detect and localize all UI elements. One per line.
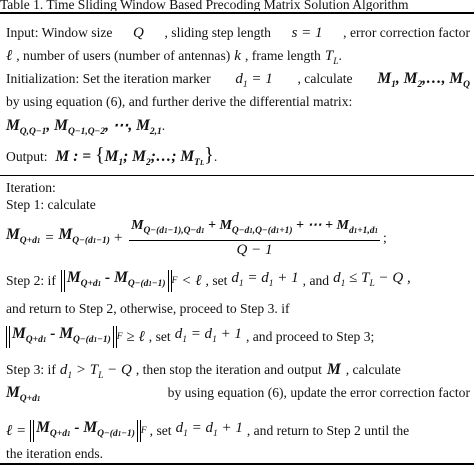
step3-line-4: the iteration ends. <box>6 446 104 461</box>
input-line-1: Input: Window size Q , sliding step length s = 1 , error correction factor <box>6 25 470 41</box>
table-caption: Table 1. Time Sliding Window Based Precoding Matrix Solution Algorithm <box>0 0 409 11</box>
step2-line-1: Step 2: if $M_{Q+d1} - M_{Q-(d1-1)}$ F < ℓ , set $d_1 = d_1 + 1$ , and $d_1 \le T_L - Q$ , <box>6 270 470 292</box>
input-line-2: ℓ , number of users (number of antennas) k , frame length $T_L$ . <box>6 48 342 67</box>
step1-fraction: $\frac{M_{Q-(d1-1),Q-d1} + M_{Q-d1,Q-(d1+1)} + \cdots + M_{d1+1,d1}}{Q - 1}$ <box>131 218 378 258</box>
init-line-1: Initialization: Set the iteration marker $d_1 = 1$ , calculate $M_1$, $M_2,\dots$, $M_Q$ <box>6 70 470 90</box>
ell-symbol: ℓ <box>6 48 13 64</box>
step3-line-3: ℓ = $M_{Q+d1} - M_{Q-(d1-1)}$ F , set $d_1 = d_1 + 1$ , and return to Step 2 until the <box>6 420 470 442</box>
iteration-label: Iteration: <box>6 180 56 195</box>
step3-line-1: Step 3: if $d_1 > T_L - Q$ , then stop the iteration and output M , calculate <box>6 361 401 381</box>
norm-bars: $M_{Q+d1} - M_{Q-(d1-1)}$ <box>61 270 172 292</box>
output-line: Output: M : = {$M_1$; $M_2;\dots$; $M_{TL}$} . <box>6 144 218 168</box>
step1-label: Step 1: calculate <box>6 197 96 212</box>
middle-rule <box>0 175 474 176</box>
step2-line-2: and return to Step 2, otherwise, proceed to Step 3. if <box>6 301 290 316</box>
bottom-rule <box>0 463 474 465</box>
step3-line-2: $M_{Q+d1}$ by using equation (6), update the error correction factor <box>6 384 470 404</box>
init-line-3: $M_{Q,Q-1}$, $M_{Q-1,Q-2}$, ⋯, $M_{2,1}$ . <box>6 117 166 137</box>
top-rule <box>0 12 474 14</box>
step1-equation: $M_{Q+d1}$ = $M_{Q-(d1-1)}$ + $\frac{M_{Q-(d1-1),Q-d1} + M_{Q-d1,Q-(d1+1)} + \cdots + M_{d1+1,d1}}{Q - 1}$ ; <box>6 218 387 258</box>
init-line-2: by using equation (6), and further derive the differential matrix: <box>6 94 353 109</box>
step2-line-3: $M_{Q+d1} - M_{Q-(d1-1)}$ F ≥ ℓ , set $d_1 = d_1 + 1$ , and proceed to Step 3; <box>6 326 470 348</box>
